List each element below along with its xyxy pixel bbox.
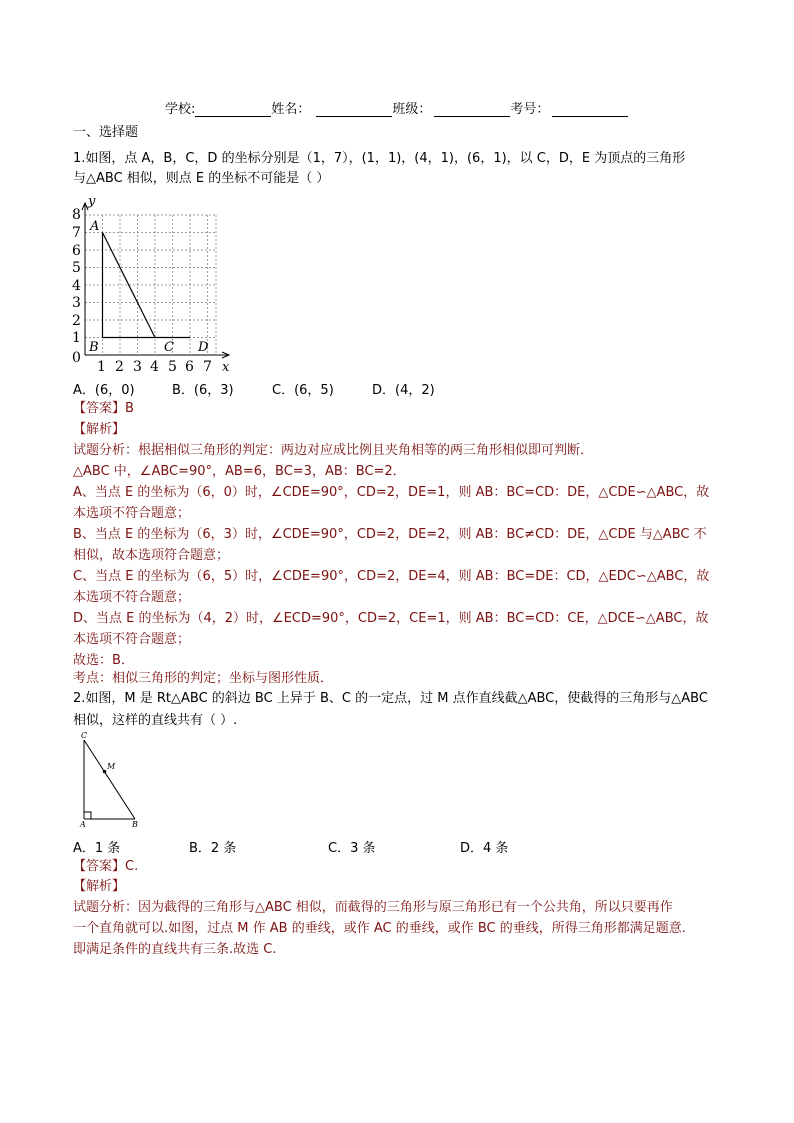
x-tick-5: 5	[168, 359, 177, 375]
q1-options	[73, 379, 473, 397]
q1-analysis-line: C、当点 E 的坐标为（6，5）时，∠CDE=90°，CD=2，DE=4，则 AB：BC=DE：CD，△EDC∽△ABC，故	[73, 569, 710, 584]
q1-analysis-line: 相似，故本选项符合题意；	[73, 548, 230, 563]
q1-stem-line1: 1.如图，点 A，B，C，D 的坐标分别是（1，7），(1，1)，(4，1)，(6，1)，以 C，D，E 为顶点的三角形	[73, 151, 686, 166]
y-tick-6: 6	[72, 243, 81, 259]
q1-analysis-line: B、当点 E 的坐标为（6，3）时，∠CDE=90°，CD=2，DE=2，则 AB：BC≠CD：DE，△CDE 与△ABC 不	[73, 527, 707, 542]
q1-stem-line2: 与△ABC 相似，则点 E 的坐标不可能是（ ）	[73, 171, 330, 186]
q2-option-a: A．1 条	[73, 841, 121, 856]
exam-no-blank	[552, 102, 628, 117]
y-axis-label: y	[88, 194, 96, 209]
q1-coordinate-figure	[66, 192, 241, 377]
q2-analysis-tag: 【解析】	[73, 879, 126, 894]
q1-analysis-tag: 【解析】	[73, 422, 126, 437]
school-label: 学校:	[165, 102, 196, 117]
q1-option-a: A．(6，0)	[73, 383, 135, 398]
x-tick-6: 6	[185, 359, 194, 375]
q1-option-d: D．(4，2)	[372, 383, 435, 398]
q1-option-b: B．(6，3)	[172, 383, 234, 398]
q1-analysis-line: 本选项不符合题意；	[73, 632, 191, 647]
q1-analysis-line: A、当点 E 的坐标为（6，0）时，∠CDE=90°，CD=2，DE=1，则 AB：BC=CD：DE，△CDE∽△ABC，故	[73, 485, 710, 500]
q1-analysis-line: 试题分析：根据相似三角形的判定：两边对应成比例且夹角相等的两三角形相似即可判断．	[73, 443, 594, 458]
q2-stem-line2: 相似，这样的直线共有（ ）.	[73, 713, 238, 728]
tri-c-label: C	[81, 731, 88, 740]
x-axis-label: x	[222, 360, 230, 375]
name-blank	[316, 102, 392, 117]
q1-option-c: C．(6，5)	[272, 383, 334, 398]
school-blank	[195, 102, 271, 117]
q2-answer: 【答案】C.	[73, 859, 139, 874]
q2-stem-line1: 2.如图，M 是 Rt△ABC 的斜边 BC 上异于 B、C 的一定点，过 M 点作直线截△ABC，使截得的三角形与△ABC	[73, 691, 708, 706]
q1-analysis-line: 本选项不符合题意；	[73, 506, 191, 521]
q1-analysis-line: 本选项不符合题意；	[73, 590, 191, 605]
q1-analysis-line: 考点：相似三角形的判定；坐标与图形性质．	[73, 671, 334, 686]
x-tick-2: 2	[115, 359, 124, 375]
q1-analysis-line: △ABC 中，∠ABC=90°，AB=6，BC=3，AB：BC=2．	[73, 464, 406, 479]
x-tick-3: 3	[133, 359, 142, 375]
class-label: 班级：	[392, 102, 432, 117]
q2-options	[73, 837, 533, 855]
y-tick-3: 3	[72, 295, 81, 311]
point-a-label: A	[90, 219, 100, 234]
name-label: 姓名：	[271, 102, 311, 117]
q2-analysis-line: 即满足条件的直线共有三条.故选 C.	[73, 942, 277, 957]
q2-option-c: C．3 条	[328, 841, 376, 856]
student-info-header	[165, 98, 628, 117]
section-title: 一、选择题	[73, 125, 139, 140]
class-blank	[434, 102, 510, 117]
y-tick-2: 2	[72, 313, 81, 329]
q1-answer: 【答案】B	[73, 401, 134, 416]
q2-analysis-line: 试题分析：因为截得的三角形与△ABC 相似，而截得的三角形与原三角形已有一个公共角，所以只要再作	[73, 900, 673, 915]
point-c-label: C	[164, 340, 174, 355]
y-tick-8: 8	[72, 207, 81, 223]
q1-analysis-line: 故选：B．	[73, 653, 134, 668]
y-tick-5: 5	[72, 260, 81, 276]
x-tick-7: 7	[203, 359, 212, 375]
point-d-label: D	[198, 340, 209, 355]
q2-option-d: D．4 条	[460, 841, 509, 856]
y-tick-7: 7	[72, 225, 81, 241]
exam-no-label: 考号：	[510, 102, 550, 117]
q2-analysis-line: 一个直角就可以.如图，过点 M 作 AB 的垂线，或作 AC 的垂线，或作 BC 的垂线，所得三角形都满足题意.	[73, 921, 686, 936]
x-tick-1: 1	[97, 359, 106, 375]
x-tick-0: 0	[72, 350, 81, 366]
x-tick-4: 4	[150, 359, 159, 375]
tri-m-label: M	[107, 762, 116, 771]
point-b-label: B	[89, 340, 99, 355]
tri-a-label: A	[80, 820, 86, 829]
y-tick-1: 1	[72, 330, 81, 346]
tri-b-label: B	[132, 820, 138, 829]
q2-triangle-figure	[74, 730, 149, 830]
q2-option-b: B．2 条	[189, 841, 237, 856]
y-tick-4: 4	[72, 278, 81, 294]
q1-analysis-line: D、当点 E 的坐标为（4，2）时，∠ECD=90°，CD=2，CE=1，则 AB：BC=CD：CE，△DCE∽△ABC，故	[73, 611, 709, 626]
